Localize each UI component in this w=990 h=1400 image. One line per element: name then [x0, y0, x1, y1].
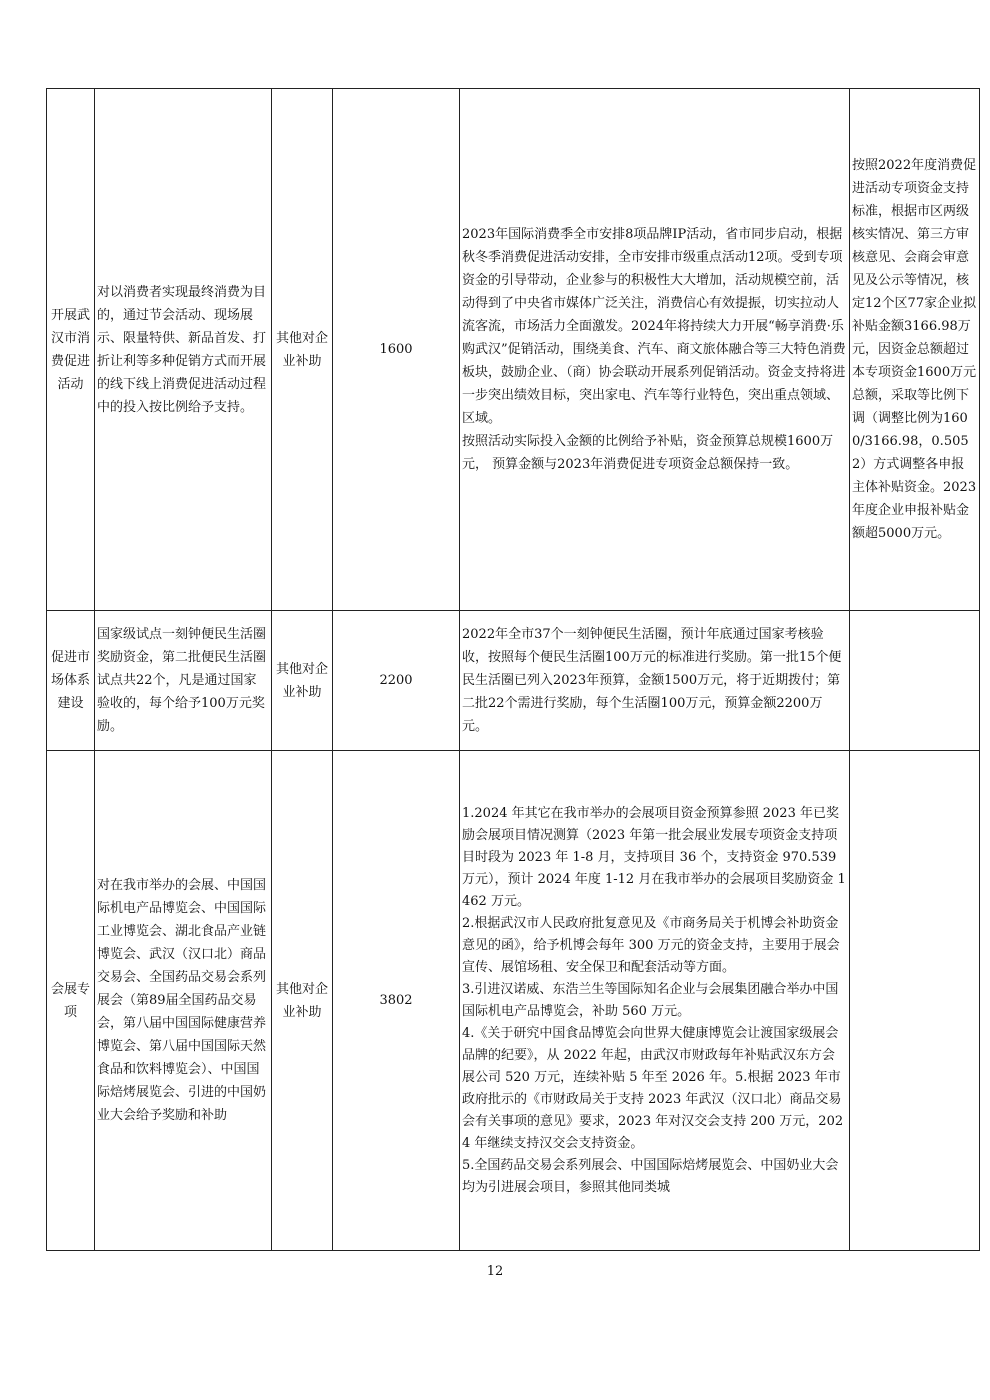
project-name-cell: 会展专项 [47, 751, 95, 1251]
support-content-cell: 国家级试点一刻钟便民生活圈奖励资金，第二批便民生活圈试点共22个，凡是通过国家验收的，每个给予100万元奖励。 [95, 611, 272, 751]
basis-cell [460, 89, 850, 611]
page-number: 12 [486, 1264, 504, 1279]
subsidy-type-cell: 其他对企业补助 [272, 611, 333, 751]
budget-table [46, 88, 980, 1251]
basis-paragraph: 3.引进汉诺威、东浩兰生等国际知名企业与会展集团融合举办中国国际机电产品博览会，补助 560 万元。 [462, 981, 839, 1019]
table-row [47, 611, 980, 751]
amount-cell: 2200 [333, 611, 460, 751]
note-cell [850, 611, 980, 751]
subsidy-type-cell: 其他对企业补助 [272, 89, 333, 611]
table-row [47, 89, 980, 611]
basis-paragraph: 2022年全市37个一刻钟便民生活圈，预计年底通过国家考核验收，按照每个便民生活圈100万元的标准进行奖励。第一批15个便民生活圈已列入2023年预算，金额1500万元，将于近期拨付；第二批22个需进行奖励，每个生活圈100万元，预算金额2200万元。 [462, 627, 842, 734]
basis-paragraph: 4.《关于研究中国食品博览会向世界大健康博览会让渡国家级展会品牌的纪要》，从 2022 年起，由武汉市财政每年补贴武汉东方会展公司 520 万元，连续补贴 5 年至 2026 年。5.根据 2023 年市政府批示的《市财政局关于支持 2023 年武汉（汉口北）商品交易会有关事项的意见》要求，2023 年对汉交会支持 200 万元，2024 年继续支持汉交会支持资金。 [462, 1025, 844, 1151]
support-content-cell: 对以消费者实现最终消费为目的，通过节会活动、现场展示、限量特供、新品首发、打折让利等多种促销方式而开展的线下线上消费促进活动过程中的投入按比例给予支持。 [95, 89, 272, 611]
basis-cell [460, 751, 850, 1251]
basis-cell [460, 611, 850, 751]
amount-cell: 3802 [333, 751, 460, 1251]
subsidy-type-cell: 其他对企业补助 [272, 751, 333, 1251]
table-row [47, 751, 980, 1251]
basis-paragraph: 1.2024 年其它在我市举办的会展项目资金预算参照 2023 年已奖励会展项目情况测算（2023 年第一批会展业发展专项资金支持项目时段为 2023 年 1-8 月，支持项目 36 个，支持资金 970.539 万元），预计 2024 年度 1-12 月在我市举办的会展项目奖励资金 1462 万元。 [462, 805, 846, 909]
basis-paragraph: 5.全国药品交易会系列展会、中国国际焙烤展览会、中国奶业大会均为引进展会项目，参照其他同类城 [462, 1157, 839, 1195]
support-content-cell: 对在我市举办的会展、中国国际机电产品博览会、中国国际工业博览会、湖北食品产业链博览会、武汉（汉口北）商品交易会、全国药品交易会系列展会（第89届全国药品交易会，第八届中国国际健康营养博览会、第八届中国国际天然食品和饮料博览会）、中国国际焙烤展览会、引进的中国奶业大会给予奖励和补助 [95, 751, 272, 1251]
basis-paragraph: 2.根据武汉市人民政府批复意见及《市商务局关于机博会补助资金意见的函》，给予机博会每年 300 万元的资金支持，主要用于展会宣传、展馆场租、安全保卫和配套活动等方面。 [462, 915, 840, 975]
amount-cell: 1600 [333, 89, 460, 611]
note-cell [850, 751, 980, 1251]
note-cell: 按照2022年度消费促进活动专项资金支持标准，根据市区两级核实情况、第三方审核意见、会商会审意见及公示等情况，核定12个区77家企业拟补贴金额3166.98万元，因资金总额超过本专项资金1600万元总额，采取等比例下调（调整比例为1600/3166.98，0.5052）方式调整各申报主体补贴资金。2023年度企业申报补贴金额超5000万元。 [850, 89, 980, 611]
basis-paragraph: 2023年国际消费季全市安排8项品牌IP活动，省市同步启动，根据秋冬季消费促进活动安排，全市安排市级重点活动12项。受到专项资金的引导带动，企业参与的积极性大大增加，活动规模空前，活动得到了中央省市媒体广泛关注，消费信心有效提振，切实拉动人流客流，市场活力全面激发。2024年将持续大力开展“畅享消费·乐购武汉”促销活动，围绕美食、汽车、商文旅体融合等三大特色消费板块，鼓励企业、（商）协会联动开展系列促销活动。资金支持将进一步突出绩效目标，突出家电、汽车等行业特色，突出重点领域、区域。 [462, 227, 846, 426]
project-name-cell: 开展武汉市消费促进活动 [47, 89, 95, 611]
basis-paragraph: 按照活动实际投入金额的比例给予补贴，资金预算总规模1600万元， 预算金额与2023年消费促进专项资金总额保持一致。 [462, 434, 834, 472]
project-name-cell: 促进市场体系建设 [47, 611, 95, 751]
